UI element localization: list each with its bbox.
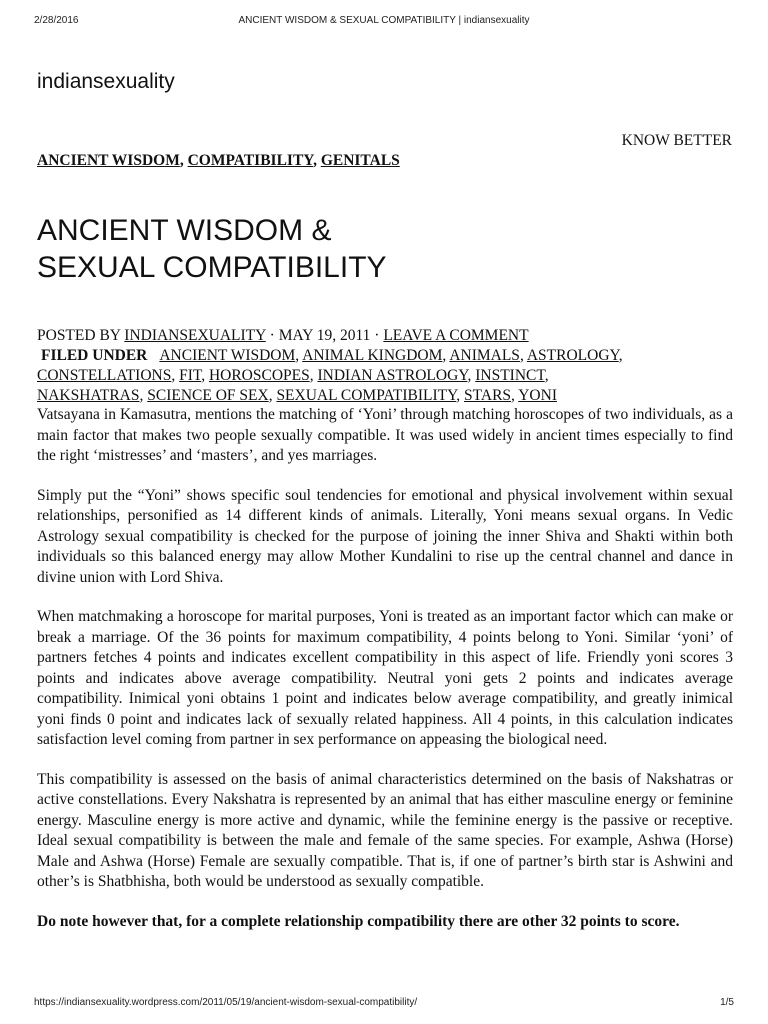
paragraph-4: This compatibility is assessed on the basis of animal characteristics determined on the basis of Nakshatras or active constellations. Every Nakshatra is represented by an animal that has either masculine energy or feminine energy. Masculine energy is more active and dynamic, while the feminine energy is the passive or receptive. Ideal sexual compatibility is between the male and female of the same species. For example, Ashwa (Horse) Male and Ashwa (Horse) Female are sexually compatible. That is, if one of partner’s birth star is Ashwini and other’s is Shatbhisha, both would be understood as sexually compatible. xyxy=(37,770,733,890)
site-title[interactable]: indiansexuality xyxy=(37,70,175,93)
category-link-genitals[interactable]: GENITALS xyxy=(320,152,400,169)
print-header xyxy=(34,15,734,31)
category-link-ancient-wisdom[interactable]: ANCIENT WISDOM xyxy=(37,152,180,169)
post-meta: POSTED BY INDIANSEXUALITY · MAY 19, 2011 · LEAVE A COMMENT FILED UNDER ANCIENT WISDOM, ANIMAL KINGDOM, ANIMALS, ASTROLOGY, CONSTELLATIONS, FIT, HOROSCOPES, INDIAN ASTROLOGY, INSTINCT, NAKSHATRAS, SCIENCE OF SEX, SEXUAL COMPATIBILITY, STARS, YONI xyxy=(37,327,623,404)
print-date: 2/28/2016 xyxy=(34,15,79,26)
tag-link[interactable]: YONI xyxy=(518,387,557,404)
tag-link[interactable]: SEXUAL COMPATIBILITY xyxy=(276,387,457,404)
tag-link[interactable]: HOROSCOPES xyxy=(208,367,310,384)
tag-link[interactable]: CONSTELLATIONS xyxy=(37,367,172,384)
tag-link[interactable]: FIT xyxy=(179,367,202,384)
tag-link[interactable]: INSTINCT xyxy=(475,367,545,384)
post-content xyxy=(37,405,733,951)
page-number: 1/5 xyxy=(720,997,734,1008)
post-title xyxy=(37,212,727,286)
post-title-line-1: ANCIENT WISDOM & xyxy=(37,214,332,247)
leave-comment-link[interactable]: LEAVE A COMMENT xyxy=(383,327,529,344)
tag-link[interactable]: ANIMALS xyxy=(449,347,520,364)
post-date: MAY 19, 2011 xyxy=(278,327,371,344)
print-page-title: ANCIENT WISDOM & SEXUAL COMPATIBILITY | indiansexuality xyxy=(238,15,530,26)
print-footer xyxy=(34,997,734,1011)
paragraph-2: Simply put the “Yoni” shows specific soul tendencies for emotional and physical involvement within sexual relationships, personified as 14 different kinds of animals. Literally, Yoni means sexual organs. In Vedic Astrology sexual compatibility is checked for the purpose of joining the inner Shiva and Shakti within both individuals so this balanced energy may allow Mother Kundalini to rise up the central channel and dance in divine union with Lord Shiva. xyxy=(37,486,733,586)
tag-link[interactable]: ASTROLOGY xyxy=(526,347,619,364)
paragraph-note: Do note however that, for a complete relationship compatibility there are other 32 points to score. xyxy=(37,912,680,930)
tag-link[interactable]: ANCIENT WISDOM xyxy=(159,347,296,364)
tag-link[interactable]: NAKSHATRAS xyxy=(37,387,140,404)
site-tagline: KNOW BETTER xyxy=(621,132,732,149)
category-links: ANCIENT WISDOM, COMPATIBILITY, GENITALS xyxy=(37,152,400,169)
paragraph-1: Vatsayana in Kamasutra, mentions the matching of ‘Yoni’ through matching horoscopes of two individuals, as a main factor that makes two people sexually compatible. It was used widely in ancient times especially to find the right ‘mistresses’ and ‘masters’, and yes marriages. xyxy=(37,406,733,464)
paragraph-3: When matchmaking a horoscope for marital purposes, Yoni is treated as an important factor which can make or break a marriage. Of the 36 points for maximum compatibility, 4 points belong to Yoni. Similar ‘yoni’ of partners fetches 4 points and indicates excellent compatibility in this aspect of life. Friendly yoni scores 3 points and indicates above average compatibility. Neutral yoni gets 2 points and indicates average compatibility. Inimical yoni obtains 1 point and indicates below average compatibility, and greatly inimical yoni finds 0 point and indicates lack of sexually related happiness. All 4 points, in this calculation indicates satisfaction level coming from partner in sex performance on appeasing the biological need. xyxy=(37,608,733,748)
tag-link[interactable]: SCIENCE OF SEX xyxy=(147,387,269,404)
filed-under-label: FILED UNDER xyxy=(41,347,148,364)
tag-link[interactable]: STARS xyxy=(464,387,512,404)
tag-link[interactable]: ANIMAL KINGDOM xyxy=(302,347,443,364)
category-link-compatibility[interactable]: COMPATIBILITY xyxy=(187,152,314,169)
post-title-line-2: SEXUAL COMPATIBILITY xyxy=(37,251,387,284)
tag-link[interactable]: INDIAN ASTROLOGY xyxy=(317,367,468,384)
author-link[interactable]: INDIANSEXUALITY xyxy=(124,327,266,344)
print-url: https://indiansexuality.wordpress.com/2011/05/19/ancient-wisdom-sexual-compatibility/ xyxy=(34,997,418,1008)
posted-by-label: POSTED BY xyxy=(37,327,121,344)
